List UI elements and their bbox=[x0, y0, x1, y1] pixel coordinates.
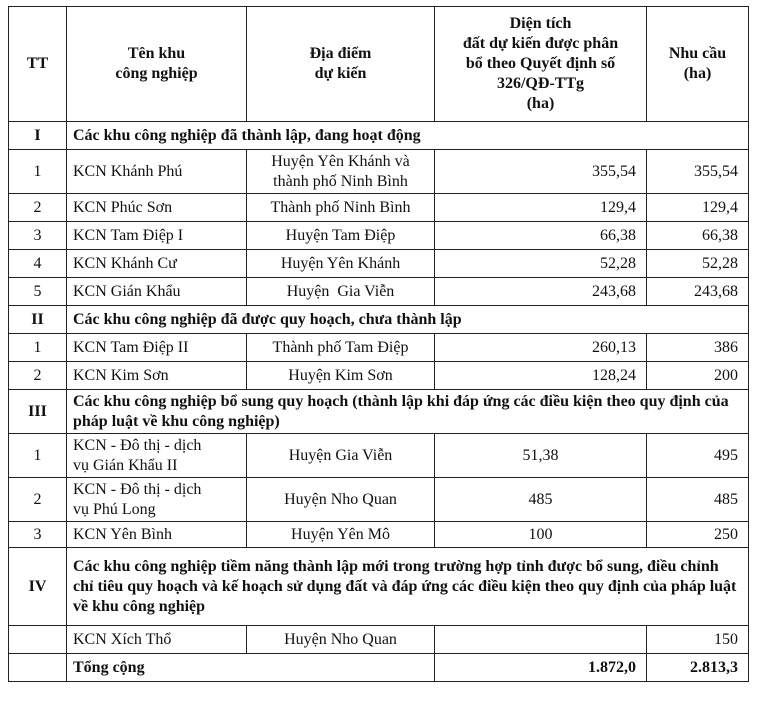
row-tt: 1 bbox=[9, 434, 67, 478]
industrial-zones-table bbox=[8, 6, 749, 682]
row-location: Huyện Gia Viễn bbox=[247, 434, 435, 478]
row-tt: 5 bbox=[9, 278, 67, 306]
header-demand: Nhu cầu (ha) bbox=[647, 7, 749, 122]
row-demand: 150 bbox=[647, 626, 749, 654]
row-location: Huyện Gia Viễn bbox=[247, 278, 435, 306]
section-title: Các khu công nghiệp đã được quy hoạch, chưa thành lập bbox=[67, 306, 749, 334]
total-label: Tổng cộng bbox=[67, 654, 435, 682]
row-demand: 52,28 bbox=[647, 250, 749, 278]
section-row bbox=[9, 548, 749, 626]
row-location: Thành phố Tam Điệp bbox=[247, 334, 435, 362]
section-title: Các khu công nghiệp bổ sung quy hoạch (thành lập khi đáp ứng các điều kiện theo quy định của pháp luật về khu công nghiệp) bbox=[67, 390, 749, 434]
document bbox=[8, 6, 749, 682]
table-row bbox=[9, 522, 749, 548]
table-row bbox=[9, 278, 749, 306]
row-area bbox=[435, 626, 647, 654]
row-location: Huyện Yên Mô bbox=[247, 522, 435, 548]
row-tt: 3 bbox=[9, 522, 67, 548]
row-tt: 2 bbox=[9, 194, 67, 222]
row-name: KCN Kim Sơn bbox=[67, 362, 247, 390]
row-location: Huyện Yên Khánh bbox=[247, 250, 435, 278]
section-title: Các khu công nghiệp đã thành lập, đang hoạt động bbox=[67, 122, 749, 150]
row-demand: 355,54 bbox=[647, 150, 749, 194]
row-area: 52,28 bbox=[435, 250, 647, 278]
row-area: 100 bbox=[435, 522, 647, 548]
table-row bbox=[9, 334, 749, 362]
row-demand: 485 bbox=[647, 478, 749, 522]
table-row bbox=[9, 434, 749, 478]
row-demand: 250 bbox=[647, 522, 749, 548]
table-row bbox=[9, 150, 749, 194]
total-row bbox=[9, 654, 749, 682]
row-name: KCN Xích Thổ bbox=[67, 626, 247, 654]
row-tt: 3 bbox=[9, 222, 67, 250]
header-name: Tên khu công nghiệp bbox=[67, 7, 247, 122]
row-demand: 243,68 bbox=[647, 278, 749, 306]
total-tt-cell bbox=[9, 654, 67, 682]
row-location: Huyện Nho Quan bbox=[247, 626, 435, 654]
row-location: Huyện Nho Quan bbox=[247, 478, 435, 522]
row-tt bbox=[9, 626, 67, 654]
table-row bbox=[9, 194, 749, 222]
row-tt: 1 bbox=[9, 334, 67, 362]
row-area: 243,68 bbox=[435, 278, 647, 306]
header-row bbox=[9, 7, 749, 122]
row-name: KCN Tam Điệp II bbox=[67, 334, 247, 362]
row-area: 51,38 bbox=[435, 434, 647, 478]
section-number: II bbox=[9, 306, 67, 334]
row-area: 355,54 bbox=[435, 150, 647, 194]
row-area: 260,13 bbox=[435, 334, 647, 362]
row-area: 129,4 bbox=[435, 194, 647, 222]
section-number: IV bbox=[9, 548, 67, 626]
row-location: Huyện Kim Sơn bbox=[247, 362, 435, 390]
section-title: Các khu công nghiệp tiềm năng thành lập mới trong trường hợp tỉnh được bổ sung, điều chỉnh chỉ tiêu quy hoạch và kế hoạch sử dụng đất và đáp ứng các điều kiện theo quy định của pháp luật về khu công nghiệp bbox=[67, 548, 749, 626]
row-name: KCN Tam Điệp I bbox=[67, 222, 247, 250]
row-location: Huyện Yên Khánh và thành phố Ninh Bình bbox=[247, 150, 435, 194]
table-row bbox=[9, 626, 749, 654]
section-number: III bbox=[9, 390, 67, 434]
table-row bbox=[9, 250, 749, 278]
row-tt: 1 bbox=[9, 150, 67, 194]
table-row bbox=[9, 222, 749, 250]
row-name: KCN - Đô thị - dịch vụ Gián Khẩu II bbox=[67, 434, 247, 478]
section-row bbox=[9, 122, 749, 150]
row-name: KCN Khánh Cư bbox=[67, 250, 247, 278]
row-location: Thành phố Ninh Bình bbox=[247, 194, 435, 222]
row-tt: 2 bbox=[9, 362, 67, 390]
row-demand: 495 bbox=[647, 434, 749, 478]
row-demand: 386 bbox=[647, 334, 749, 362]
row-name: KCN Khánh Phú bbox=[67, 150, 247, 194]
row-area: 66,38 bbox=[435, 222, 647, 250]
row-location: Huyện Tam Điệp bbox=[247, 222, 435, 250]
row-tt: 4 bbox=[9, 250, 67, 278]
row-name: KCN Phúc Sơn bbox=[67, 194, 247, 222]
header-location: Địa điểm dự kiến bbox=[247, 7, 435, 122]
row-tt: 2 bbox=[9, 478, 67, 522]
row-demand: 66,38 bbox=[647, 222, 749, 250]
section-row bbox=[9, 390, 749, 434]
section-number: I bbox=[9, 122, 67, 150]
header-tt: TT bbox=[9, 7, 67, 122]
row-name: KCN Gián Khẩu bbox=[67, 278, 247, 306]
total-area: 1.872,0 bbox=[435, 654, 647, 682]
row-name: KCN - Đô thị - dịch vụ Phú Long bbox=[67, 478, 247, 522]
row-demand: 200 bbox=[647, 362, 749, 390]
row-area: 128,24 bbox=[435, 362, 647, 390]
section-row bbox=[9, 306, 749, 334]
table-row bbox=[9, 362, 749, 390]
row-area: 485 bbox=[435, 478, 647, 522]
row-demand: 129,4 bbox=[647, 194, 749, 222]
total-demand: 2.813,3 bbox=[647, 654, 749, 682]
table-row bbox=[9, 478, 749, 522]
row-name: KCN Yên Bình bbox=[67, 522, 247, 548]
header-area: Diện tích đất dự kiến được phân bổ theo Quyết định số 326/QĐ-TTg (ha) bbox=[435, 7, 647, 122]
